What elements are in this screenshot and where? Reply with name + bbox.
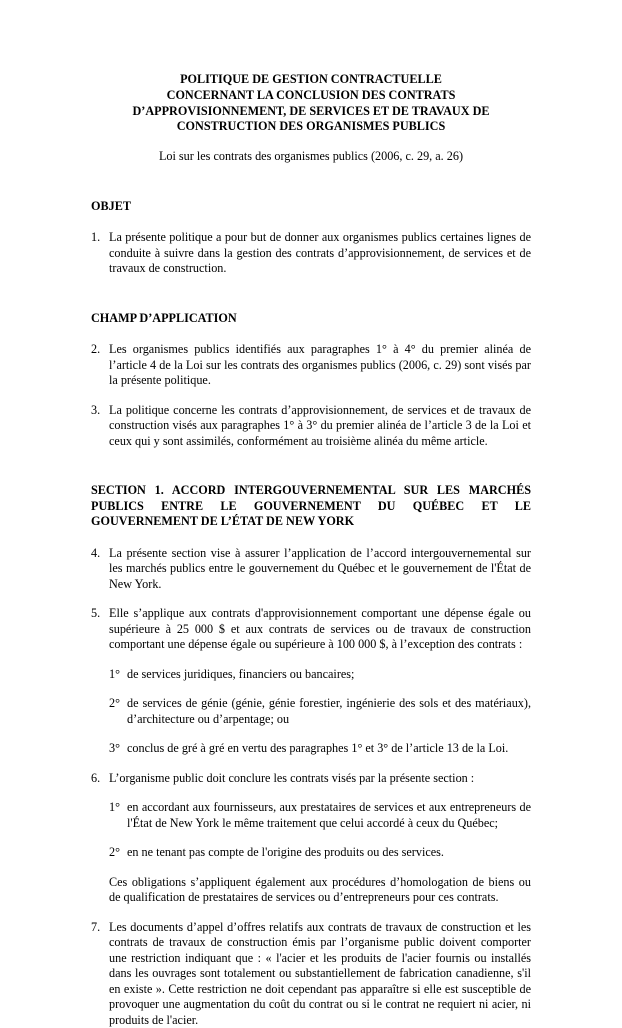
numbered-paragraph	[91, 606, 531, 653]
sub-paragraph-number: 2°	[109, 696, 120, 711]
paragraph-text: Les documents d’appel d’offres relatifs aux contrats de travaux de construction et les contrats de travaux de construction émis par l’organisme public doivent comporter une restriction indiquant que : « l'acier et les produits de l'acier fournis ou installés dans les ouvrages sont totalement ou substantiellement de fabrication canadienne, s'il en existe ». Cette restriction ne doit cependant pas apparaître si elle est susceptible de provoquer une augmentation du coût du contrat ou si le contrat ne requiert ni acier, ni produits de l'acier.	[109, 919, 531, 1027]
paragraph-text: Elle s’applique aux contrats d'approvisionnement comportant une dépense égale ou supérieure à 25 000 $ et aux contrats de services ou de travaux de construction comportant une dépense égale ou supérieure à 100 000 $, à l’exception des contrats :	[109, 606, 531, 652]
sub-paragraph	[109, 696, 531, 727]
numbered-paragraph	[91, 342, 531, 389]
document-title	[91, 72, 531, 135]
title-line: POLITIQUE DE GESTION CONTRACTUELLE	[180, 72, 442, 86]
sub-paragraph	[109, 845, 531, 861]
sub-paragraph	[109, 800, 531, 831]
title-line: D’APPROVISIONNEMENT, DE SERVICES ET DE TRAVAUX DE	[132, 103, 490, 118]
sub-paragraph-text: conclus de gré à gré en vertu des paragraphes 1° et 3° de l’article 13 de la Loi.	[127, 741, 509, 756]
paragraph-text: La présente politique a pour but de donner aux organismes publics certaines lignes de conduite à suivre dans la gestion des contrats d’approvisionnement, de services et de travaux de construction.	[109, 230, 531, 276]
numbered-paragraph	[91, 230, 531, 277]
document-page	[91, 72, 531, 1028]
paragraph-number: 7.	[91, 919, 101, 934]
numbered-paragraph	[91, 546, 531, 593]
paragraph-text: La présente section vise à assurer l’application de l’accord intergouvernemental sur les marchés publics entre le gouvernement du Québec et le gouvernement de l'État de New York.	[109, 545, 531, 591]
sub-paragraph-text: de services de génie (génie, génie forestier, ingénierie des sols et des matériaux), d’architecture ou d’arpentage; ou	[127, 696, 531, 726]
heading-section-1: SECTION 1. ACCORD INTERGOUVERNEMENTAL SUR LES MARCHÉS PUBLICS ENTRE LE GOUVERNEMENT DU QUÉBEC ET LE GOUVERNEMENT DE L’ÉTAT DE NEW YORK	[91, 483, 531, 529]
sub-paragraph-text: en accordant aux fournisseurs, aux prestataires de services et aux entrepreneurs de l'État de New York le même traitement que celui accordé à ceux du Québec;	[127, 800, 531, 830]
document-subtitle: Loi sur les contrats des organismes publics (2006, c. 29, a. 26)	[158, 149, 464, 164]
paragraph-text: L’organisme public doit conclure les contrats visés par la présente section :	[109, 770, 475, 785]
numbered-paragraph	[91, 403, 531, 450]
paragraph-number: 4.	[91, 545, 101, 560]
paragraph-number: 1.	[91, 230, 101, 245]
sub-paragraph-text: de services juridiques, financiers ou bancaires;	[127, 666, 355, 681]
numbered-paragraph	[91, 771, 531, 787]
paragraph-number: 2.	[91, 342, 101, 357]
title-line: CONSTRUCTION DES ORGANISMES PUBLICS	[176, 119, 446, 134]
paragraph-number: 6.	[91, 770, 101, 785]
paragraph-text: La politique concerne les contrats d’approvisionnement, de services et de travaux de construction visés aux paragraphes 1° à 3° du premier alinéa de l’article 3 de la Loi et ceux qui y sont assimilés, conformément au troisième alinéa du même article.	[109, 402, 531, 448]
heading-champ-application: CHAMP D’APPLICATION	[91, 310, 237, 325]
sub-paragraph-number: 1°	[109, 666, 120, 681]
paragraph-number: 5.	[91, 606, 101, 621]
sub-paragraph	[109, 741, 531, 757]
sub-paragraph-number: 3°	[109, 741, 120, 756]
paragraph-text: Les organismes publics identifiés aux paragraphes 1° à 4° du premier alinéa de l’article 4 de la Loi sur les contrats des organismes publics (2006, c. 29) sont visés par la présente politique.	[109, 342, 531, 388]
title-line: CONCERNANT LA CONCLUSION DES CONTRATS	[166, 87, 456, 102]
sub-paragraph-text: en ne tenant pas compte de l'origine des produits ou des services.	[127, 845, 444, 860]
paragraph-number: 3.	[91, 402, 101, 417]
indented-paragraph: Ces obligations s’appliquent également aux procédures d’homologation de biens ou de qualification de prestataires de services ou d’entrepreneurs pour ces contrats.	[109, 874, 531, 905]
sub-paragraph	[109, 667, 531, 683]
sub-paragraph-number: 2°	[109, 845, 120, 860]
sub-paragraph-number: 1°	[109, 800, 120, 815]
numbered-paragraph	[91, 920, 531, 1028]
heading-objet: OBJET	[91, 198, 131, 213]
